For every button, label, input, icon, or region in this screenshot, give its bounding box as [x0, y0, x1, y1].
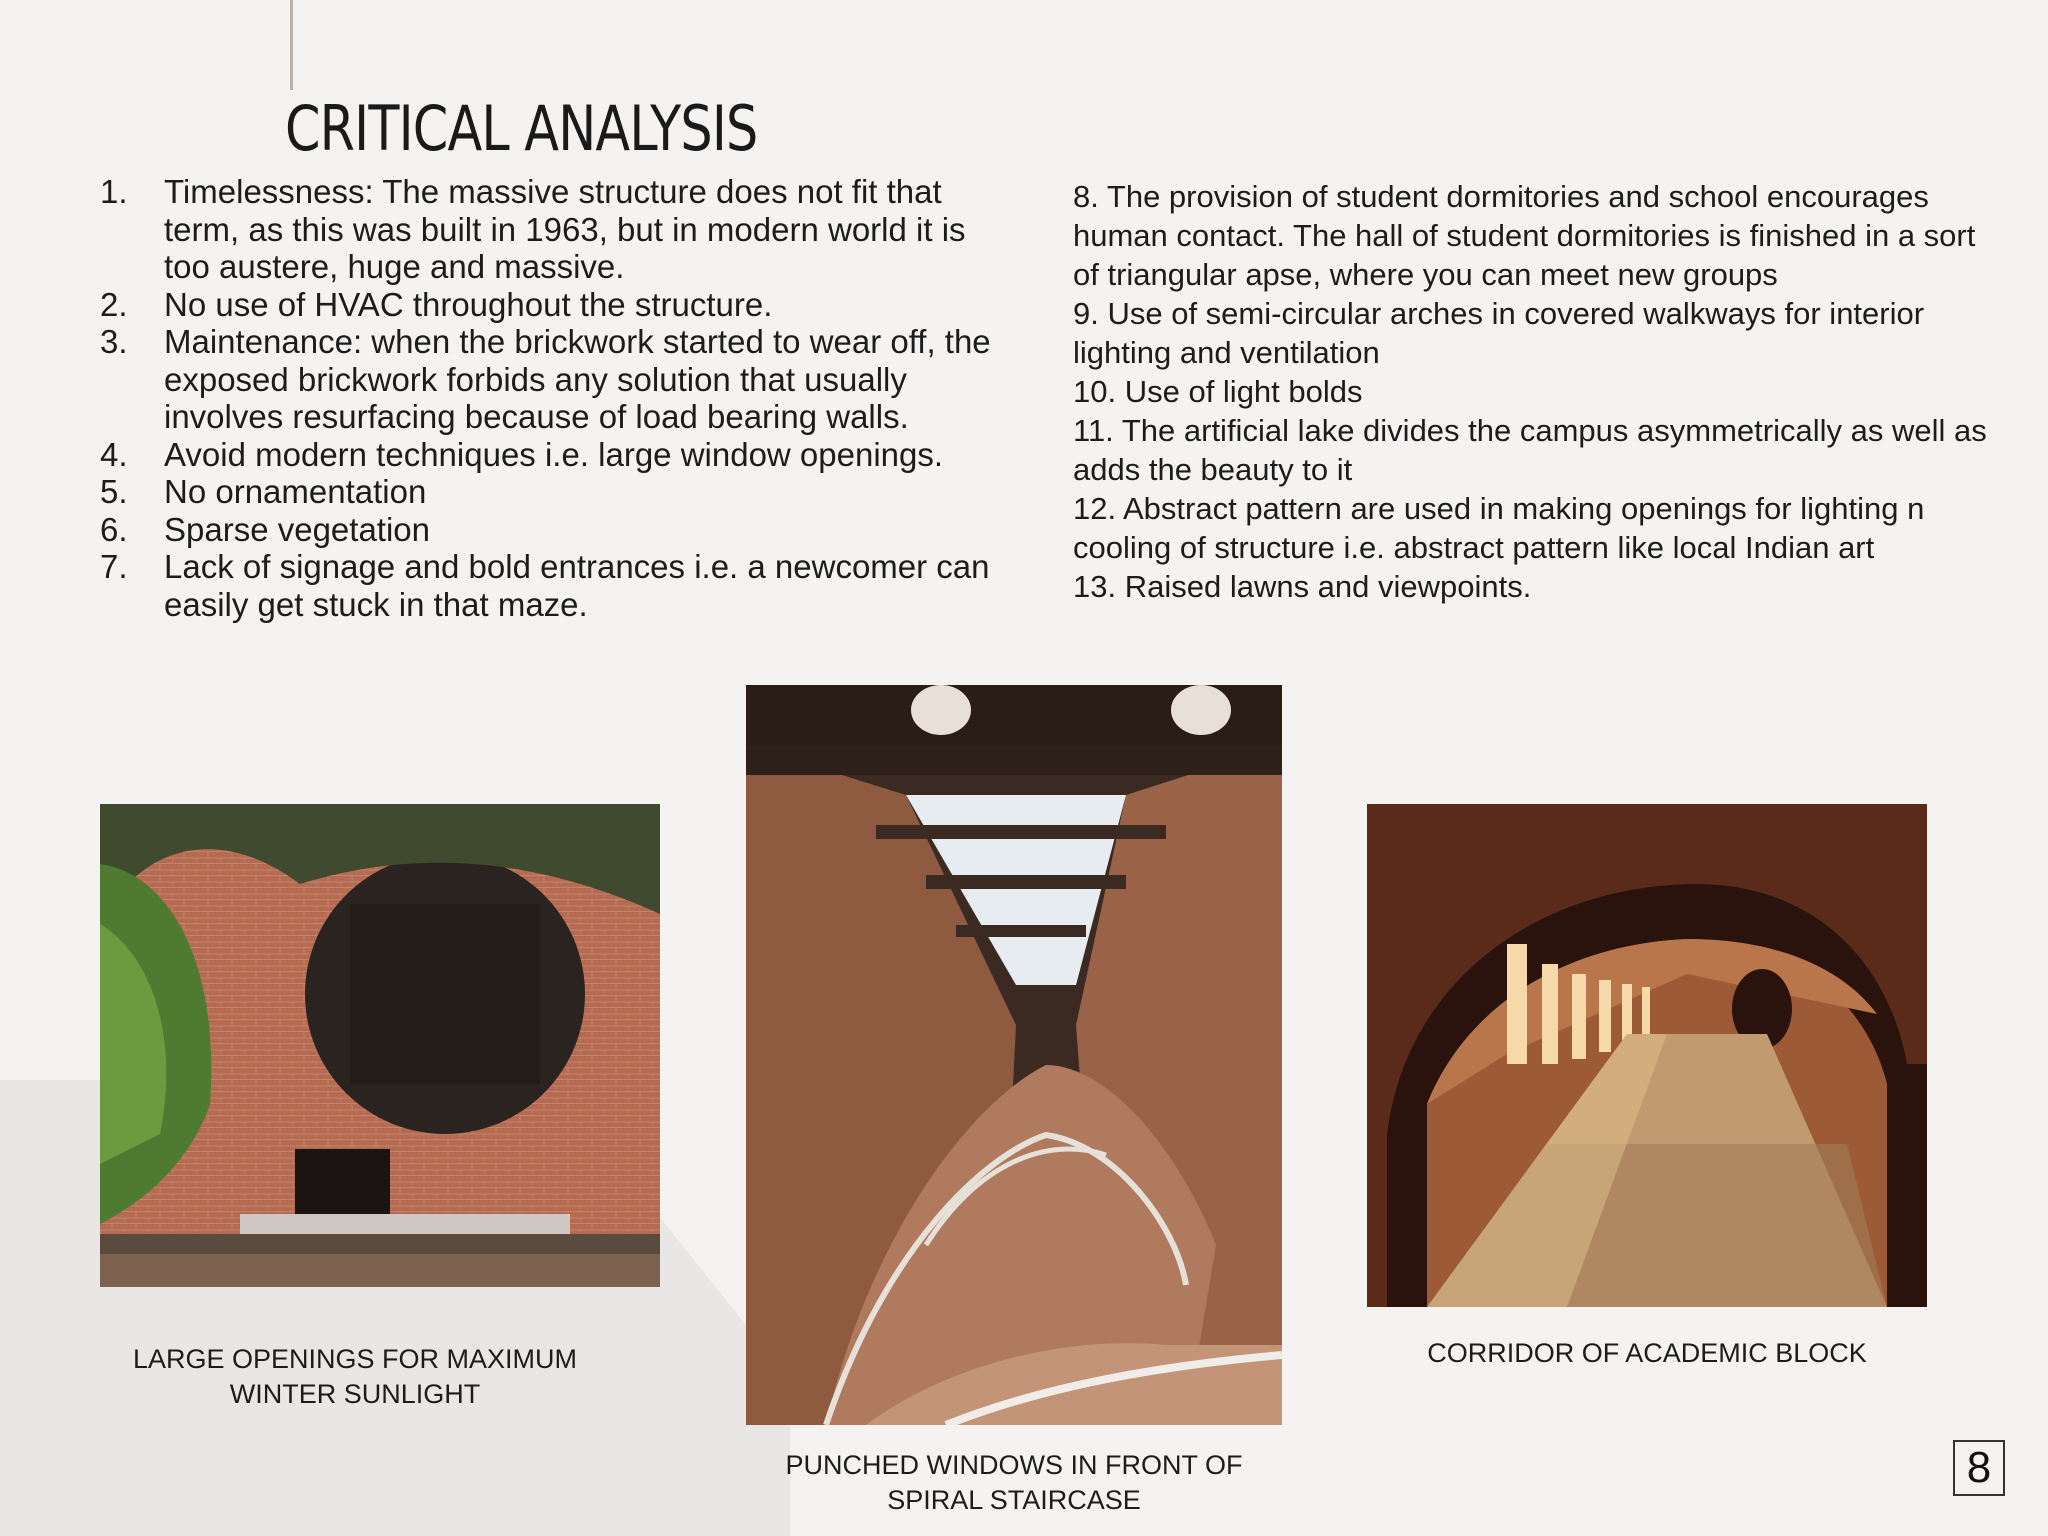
list-item: 12. Abstract pattern are used in making openings for lighting n cooling of structure i.e. abstract pattern like local Indian art	[1073, 491, 1925, 565]
list-item: 7. Lack of signage and bold entrances i.e. a newcomer can easily get stuck in that maze.	[100, 548, 990, 623]
list-item: 3. Maintenance: when the brickwork started to wear off, the exposed brickwork forbids any solution that usually involves resurfacing because of load bearing walls.	[100, 323, 991, 435]
list-item: 11. The artificial lake divides the campus asymmetrically as well as adds the beauty to it	[1073, 413, 1987, 487]
caption-left: LARGE OPENINGS FOR MAXIMUM WINTER SUNLIGHT	[132, 1344, 578, 1409]
caption-center: PUNCHED WINDOWS IN FRONT OF SPIRAL STAIRCASE	[785, 1450, 1243, 1515]
photo-academic-corridor	[1367, 804, 1927, 1307]
analysis-list-left	[100, 173, 1000, 623]
list-item: 13. Raised lawns and viewpoints.	[1073, 569, 1532, 604]
list-item: 8. The provision of student dormitories and school encourages human contact. The hall of student dormitories is finished in a sort of triangular apse, where you can meet new groups	[1073, 179, 1976, 292]
caption-right: CORRIDOR OF ACADEMIC BLOCK	[1427, 1338, 1867, 1368]
analysis-list-right	[1073, 177, 1993, 606]
list-item: 10. Use of light bolds	[1073, 374, 1363, 409]
page-title: CRITICAL ANALYSIS	[285, 92, 758, 165]
list-item: 5. No ornamentation	[100, 473, 427, 510]
list-item: 9. Use of semi-circular arches in covered walkways for interior lighting and ventilation	[1073, 296, 1925, 370]
photo-circular-opening	[100, 804, 660, 1287]
list-item: 1. Timelessness: The massive structure does not fit that term, as this was built in 1963, but in modern world it is too austere, huge and massive.	[100, 173, 966, 285]
list-item: 2. No use of HVAC throughout the structure.	[100, 285, 773, 323]
decorative-divider	[290, 0, 293, 90]
list-item: 4. Avoid modern techniques i.e. large window openings.	[100, 435, 944, 473]
photo-spiral-staircase	[746, 685, 1282, 1425]
page-number: 8	[1953, 1440, 2005, 1496]
list-item: 6. Sparse vegetation	[100, 510, 431, 548]
